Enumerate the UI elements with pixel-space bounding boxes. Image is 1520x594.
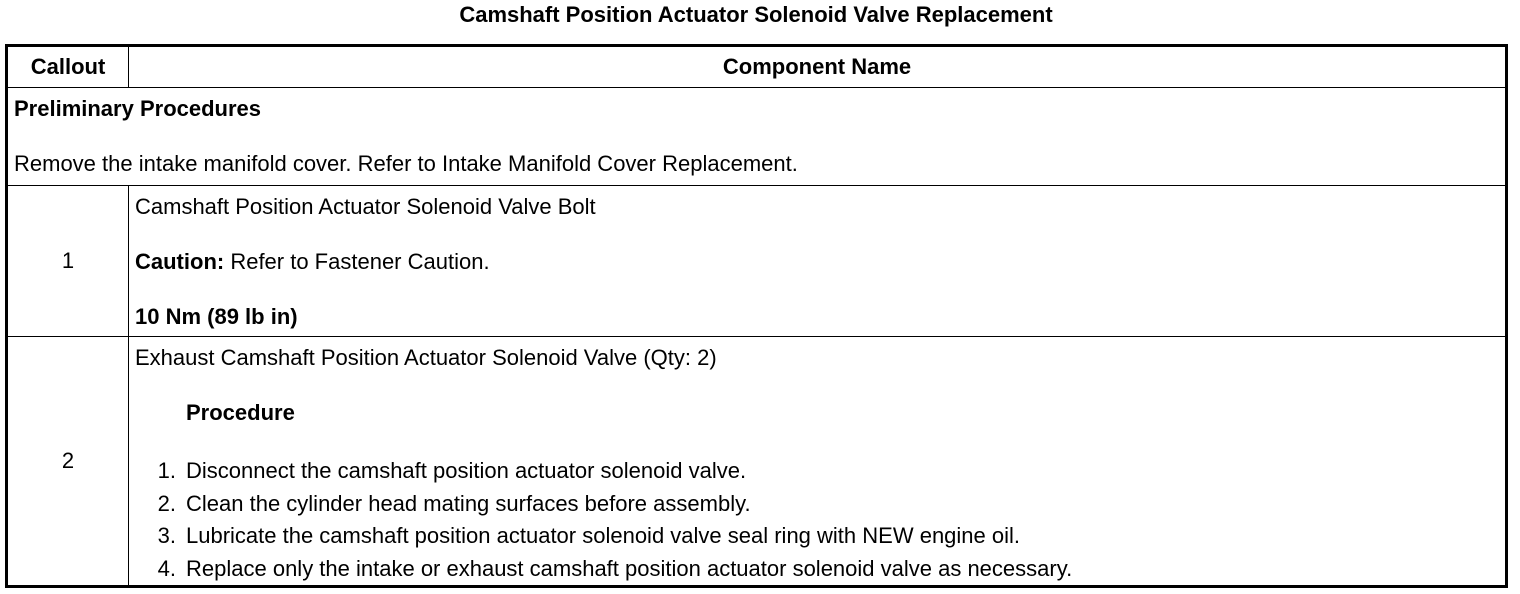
caution-label: Caution: [135, 249, 225, 274]
step-text: Replace only the intake or exhaust camshaft position actuator solenoid valve as necessary. [186, 555, 1073, 581]
procedure-step [135, 553, 1505, 586]
callout-number: 2 [7, 337, 129, 587]
table-header-row [7, 46, 1507, 88]
header-component-name: Component Name [129, 46, 1507, 88]
preliminary-heading: Preliminary Procedures [14, 96, 262, 121]
preliminary-text: Remove the intake manifold cover. Refer to Intake Manifold Cover Replacement. [14, 151, 798, 176]
step-text: Disconnect the camshaft position actuator solenoid valve. [186, 458, 747, 483]
torque-spec: 10 Nm (89 lb in) [135, 304, 298, 329]
step-number: 2. [157, 490, 176, 516]
step-number: 3. [157, 523, 176, 548]
step-text: Clean the cylinder head mating surfaces before assembly. [186, 490, 751, 516]
table-row [7, 186, 1507, 337]
procedure-heading: Procedure [186, 400, 295, 425]
component-name: Exhaust Camshaft Position Actuator Solenoid Valve (Qty: 2) [135, 345, 717, 370]
component-table [5, 44, 1508, 588]
table-row [7, 337, 1507, 587]
callout-number: 1 [7, 186, 129, 337]
component-name: Camshaft Position Actuator Solenoid Valve Bolt [135, 194, 596, 219]
preliminary-cell [7, 88, 1507, 186]
procedure-step [135, 520, 1505, 553]
component-cell [129, 186, 1507, 337]
page-title: Camshaft Position Actuator Solenoid Valve Replacement [459, 2, 1053, 27]
procedure-step [135, 455, 1505, 488]
caution-text: Refer to Fastener Caution. [224, 249, 490, 274]
procedure-steps [135, 455, 1505, 585]
step-text: Lubricate the camshaft position actuator solenoid valve seal ring with NEW engine oil. [186, 523, 1021, 548]
step-number: 1. [157, 458, 176, 483]
step-number: 4. [157, 555, 176, 581]
component-cell [129, 337, 1507, 587]
header-callout: Callout [7, 46, 129, 88]
procedure-step [135, 488, 1505, 521]
caution-line [135, 249, 1505, 275]
preliminary-row [7, 88, 1507, 186]
